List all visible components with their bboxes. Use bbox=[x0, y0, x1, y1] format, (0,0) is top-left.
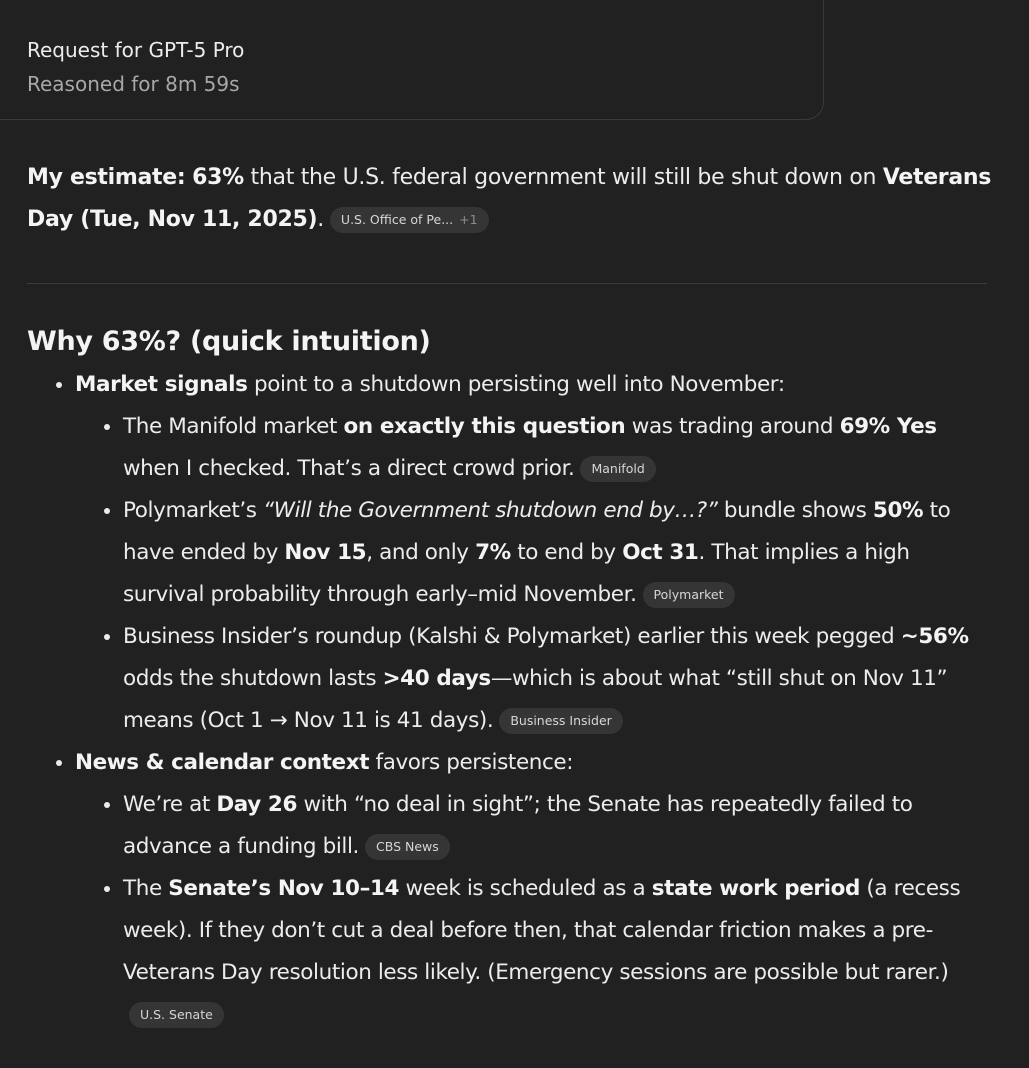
text: (a recess week). If they don’t cut a deal before then, that calendar friction makes a pre-Veterans Day resolution less likely. (Emergency sessions are possible but rarer.) bbox=[123, 876, 961, 985]
text: , and only bbox=[366, 540, 476, 565]
text: We’re at bbox=[123, 792, 217, 817]
estimate-paragraph bbox=[27, 157, 992, 241]
bold-text: Nov 15 bbox=[284, 540, 367, 565]
text: odds the shutdown lasts bbox=[123, 666, 383, 691]
list-item-market-signals bbox=[75, 364, 992, 742]
text: to have ended by bbox=[123, 498, 951, 565]
bold-text: Day 26 bbox=[216, 792, 298, 817]
bold-text: 50% bbox=[872, 498, 924, 523]
source-chip-cbs-news[interactable]: CBS News bbox=[365, 834, 450, 860]
bold-text: 7% bbox=[475, 540, 511, 565]
request-title: Request for GPT-5 Pro bbox=[27, 38, 245, 62]
sub-bullet-list bbox=[75, 406, 992, 742]
text: Business Insider’s roundup (Kalshi & Polymarket) earlier this week pegged bbox=[123, 624, 901, 649]
text: was trading around bbox=[625, 414, 840, 439]
source-chip-manifold[interactable]: Manifold bbox=[580, 456, 655, 482]
market-lead-text: point to a shutdown persisting well into November: bbox=[247, 372, 785, 397]
text: with “no deal in sight”; the Senate has repeatedly failed to advance a funding bill. bbox=[123, 792, 913, 859]
text: bundle shows bbox=[717, 498, 873, 523]
italic-text: “Will the Government shutdown end by…?” bbox=[263, 498, 718, 523]
bold-text: Senate’s Nov 10–14 bbox=[168, 876, 400, 901]
news-lead: News & calendar context bbox=[75, 750, 370, 775]
sub-bullet-list bbox=[75, 784, 992, 1036]
bold-text: state work period bbox=[651, 876, 860, 901]
bold-text: Oct 31 bbox=[622, 540, 699, 565]
section-title: Why 63%? (quick intuition) bbox=[27, 326, 431, 357]
text: The Manifold market bbox=[123, 414, 344, 439]
divider bbox=[27, 283, 987, 284]
source-chip-label: U.S. Office of Pe... bbox=[340, 212, 454, 227]
list-item-manifold bbox=[123, 406, 992, 490]
text: . That implies a high survival probability through early–mid November. bbox=[123, 540, 910, 607]
source-chip-more: +1 bbox=[459, 212, 478, 227]
text: to end by bbox=[510, 540, 623, 565]
text: —which is about what “still shut on Nov 11” means (Oct 1 → Nov 11 is 41 days). bbox=[123, 666, 948, 733]
estimate-date: Veterans Day (Tue, Nov 11, 2025) bbox=[27, 165, 992, 232]
list-item-business-insider bbox=[123, 616, 992, 742]
estimate-text: that the U.S. federal government will still be shut down on bbox=[243, 165, 883, 190]
text: week is scheduled as a bbox=[399, 876, 652, 901]
text: Polymarket’s bbox=[123, 498, 264, 523]
market-lead: Market signals bbox=[75, 372, 248, 397]
list-item-news-context bbox=[75, 742, 992, 1036]
bold-text: ~56% bbox=[900, 624, 969, 649]
estimate-period: . bbox=[317, 207, 324, 232]
source-chip-business-insider[interactable]: Business Insider bbox=[499, 708, 622, 734]
list-item-day26 bbox=[123, 784, 992, 868]
estimate-label: My estimate: bbox=[27, 165, 186, 190]
text: when I checked. That’s a direct crowd prior. bbox=[123, 456, 575, 481]
bold-text: >40 days bbox=[382, 666, 491, 691]
source-chip-us-senate[interactable]: U.S. Senate bbox=[129, 1002, 224, 1028]
bold-text: on exactly this question bbox=[343, 414, 626, 439]
bold-text: 69% Yes bbox=[839, 414, 937, 439]
list-item-polymarket bbox=[123, 490, 992, 616]
news-lead-text: favors persistence: bbox=[369, 750, 574, 775]
reasoning-duration[interactable]: Reasoned for 8m 59s bbox=[27, 72, 240, 96]
response-content bbox=[27, 157, 992, 1036]
bullet-list bbox=[27, 364, 992, 1036]
list-item-senate bbox=[123, 868, 992, 1036]
estimate-percent: 63% bbox=[192, 165, 244, 190]
text: The bbox=[123, 876, 169, 901]
source-chip-opm[interactable] bbox=[330, 207, 489, 233]
source-chip-polymarket[interactable]: Polymarket bbox=[643, 582, 735, 608]
